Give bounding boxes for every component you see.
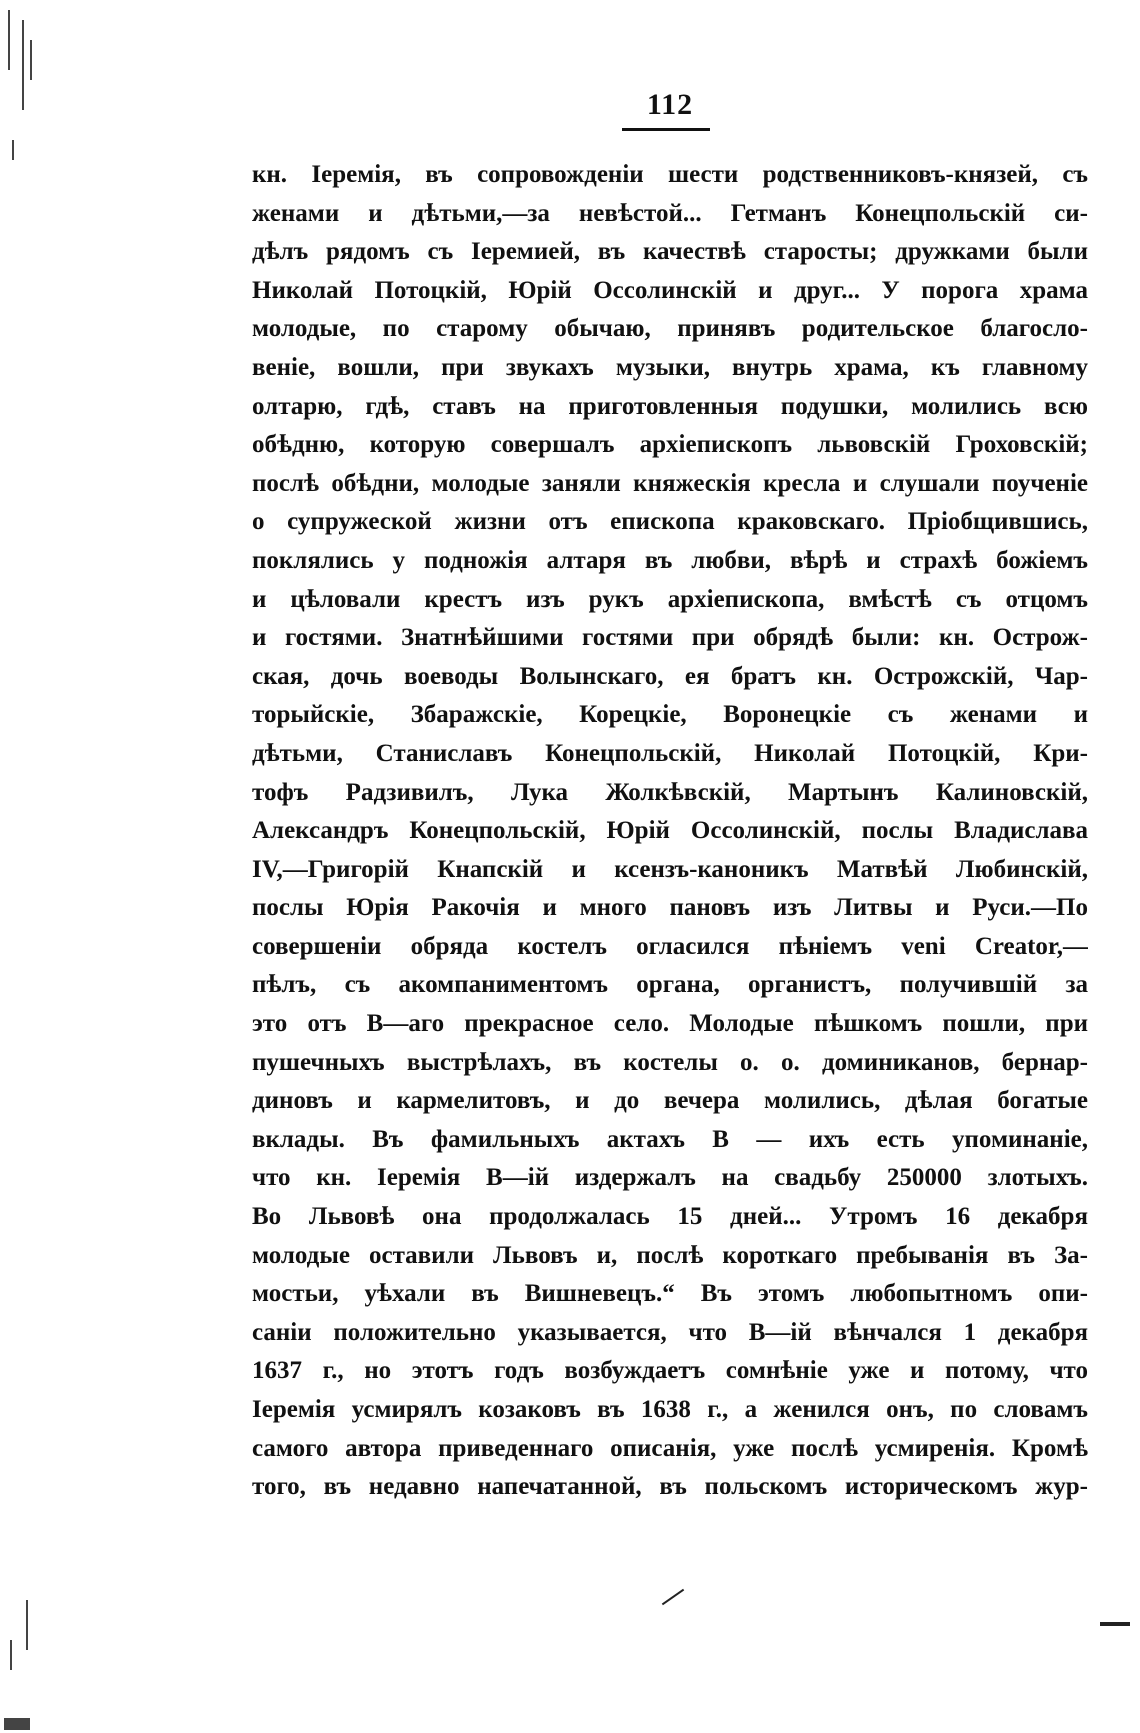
text-line: что кн. Іеремія В—ій издержалъ на свадьбу 250000 злотыхъ.	[252, 1164, 1088, 1192]
text-line: послы Юрія Ракочія и много пановъ изъ Литвы и Руси.—По	[252, 894, 1088, 922]
text-line: 1637 г., но этотъ годъ возбуждаетъ сомнѣніе уже и потому, что	[252, 1357, 1088, 1385]
text-line: IV,—Григорій Кнапскій и ксензъ-каноникъ Матвѣй Любинскій,	[252, 855, 1088, 883]
text-line: пѣлъ, съ акомпаниментомъ органа, органистъ, получившій за	[252, 971, 1088, 999]
text-line: совершеніи обряда костелъ огласился пѣніемъ veni Creator,—	[252, 932, 1088, 960]
text-line: диновъ и кармелитовъ, и до вечера молились, дѣлая богатые	[252, 1087, 1088, 1115]
text-line: веніе, вошли, при звукахъ музыки, внутрь храма, къ главному	[252, 353, 1088, 381]
text-line: Александръ Конецпольскій, Юрій Оссолинскій, послы Владислава	[252, 817, 1088, 845]
text-line: ская, дочь воеводы Волынскаго, ея братъ кн. Острожскій, Чар-	[252, 662, 1088, 690]
text-line: Во Львовѣ она продолжалась 15 дней... Утромъ 16 декабря	[252, 1203, 1088, 1231]
text-line: и гостями. Знатнѣйшими гостями при обрядѣ были: кн. Острож-	[252, 624, 1088, 652]
scan-edge-artifacts	[0, 0, 40, 1733]
text-line: того, въ недавно напечатанной, въ польскомъ историческомъ жур-	[252, 1473, 1088, 1501]
text-line: самого автора приведеннаго описанія, уже послѣ усмиренія. Кромѣ	[252, 1434, 1088, 1462]
scan-mark	[662, 1589, 684, 1606]
text-line: Іеремія усмирялъ козаковъ въ 1638 г., а женился онъ, по словамъ	[252, 1396, 1088, 1423]
text-line: торыйскіе, Збаражскіе, Корецкіе, Воронецкіе съ женами и	[252, 701, 1088, 729]
text-line: дѣлъ рядомъ съ Іеремией, въ качествѣ старосты; дружками были	[252, 238, 1088, 266]
text-line: женами и дѣтьми,—за невѣстой... Гетманъ Конецпольскій си-	[252, 199, 1088, 227]
text-line: обѣдню, которую совершалъ архіепископъ львовскій Гроховскій;	[252, 431, 1088, 459]
text-line: о супружеской жизни отъ епископа краковскаго. Пріобщившись,	[252, 508, 1088, 536]
page-number-underline	[622, 128, 710, 131]
text-line: саніи положительно указывается, что В—ій вѣнчался 1 декабря	[252, 1318, 1088, 1346]
body-text	[252, 156, 1088, 1507]
text-line: вклады. Въ фамильныхъ актахъ В — ихъ есть упоминаніе,	[252, 1125, 1088, 1153]
text-line: кн. Іеремія, въ сопровожденіи шести родственниковъ-князей, съ	[252, 161, 1088, 188]
scan-mark	[1100, 1622, 1130, 1626]
text-line: пушечныхъ выстрѣлахъ, въ костелы о. о. доминиканов, бернар-	[252, 1048, 1088, 1076]
text-line: Николай Потоцкій, Юрій Оссолинскій и друг... У порога храма	[252, 276, 1088, 304]
text-line: мостьи, уѣхали въ Вишневецъ.“ Въ этомъ любопытномъ опи-	[252, 1280, 1088, 1308]
text-line: дѣтьми, Станиславъ Конецпольскій, Николай Потоцкій, Кри-	[252, 739, 1088, 767]
text-line: поклялись у подножія алтаря въ любви, вѣрѣ и страхѣ божіемъ	[252, 546, 1088, 574]
text-line: и цѣловали крестъ изъ рукъ архіепископа, вмѣстѣ съ отцомъ	[252, 585, 1088, 613]
text-line: тофъ Радзивилъ, Лука Жолкѣвскій, Мартынъ Калиновскій,	[252, 778, 1088, 806]
page-number: 112	[646, 88, 694, 121]
text-line: это отъ В—аго прекрасное село. Молодые пѣшкомъ пошли, при	[252, 1010, 1088, 1038]
text-line: послѣ обѣдни, молодые заняли княжескія кресла и слушали поученіе	[252, 469, 1088, 497]
text-line: молодые оставили Львовъ и, послѣ короткаго пребыванія въ За-	[252, 1241, 1088, 1269]
text-line: олтарю, гдѣ, ставъ на приготовленныя подушки, молились всю	[252, 392, 1088, 420]
text-line: молодые, по старому обычаю, принявъ родительское благосло-	[252, 315, 1088, 343]
